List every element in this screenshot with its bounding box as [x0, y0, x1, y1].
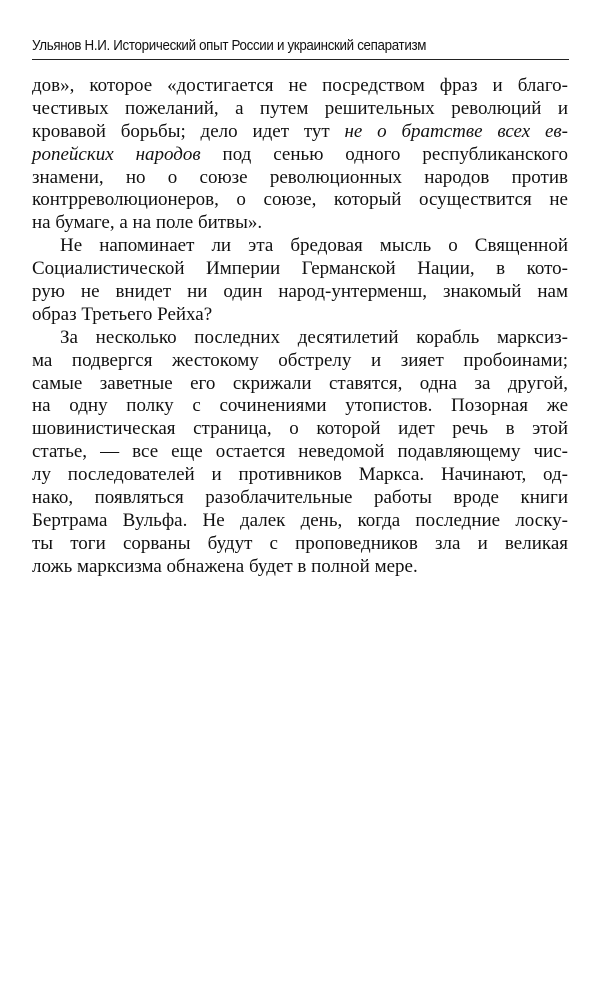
text-run: на одну полку с сочинениями утопистов. Позорная же — [32, 395, 568, 417]
text-run: Не напоминает ли эта бредовая мысль о Священной — [60, 235, 568, 257]
text-line — [32, 144, 568, 167]
italic-run: ропейских народов — [32, 143, 201, 165]
text-line — [32, 167, 568, 190]
text-line — [32, 281, 568, 304]
text-line — [32, 75, 568, 98]
italic-run: не о братстве всех ев- — [344, 120, 568, 142]
text-run: нако, появляться разоблачительные работы вроде книги — [32, 487, 568, 509]
header-rule — [32, 59, 569, 60]
text-line — [32, 510, 568, 533]
text-run: рую не внидет ни один народ-унтерменш, знакомый нам — [32, 281, 568, 303]
paragraph — [32, 327, 568, 579]
text-line — [32, 189, 568, 212]
text-run: образ Третьего Рейха? — [32, 303, 213, 325]
text-run: лу последователей и противников Маркса. Начинают, од- — [32, 464, 568, 486]
body-text — [32, 75, 568, 579]
paragraph — [32, 235, 568, 327]
text-line — [32, 556, 568, 579]
text-line — [32, 235, 568, 258]
text-run: ты тоги сорваны будут с проповедников зла и великая — [32, 532, 568, 554]
text-run: честивых пожеланий, а путем решительных революций и — [32, 97, 568, 119]
text-line — [32, 487, 568, 510]
text-line — [32, 258, 568, 281]
text-line — [32, 212, 568, 235]
text-run: на бумаге, а на поле битвы». — [32, 212, 263, 234]
text-run: Бертрама Вульфа. Не далек день, когда последние лоску- — [32, 509, 568, 531]
text-line — [32, 418, 568, 441]
text-line — [32, 441, 568, 464]
text-run: ложь марксизма обнажена будет в полной мере. — [32, 555, 418, 577]
text-line — [32, 98, 568, 121]
text-run: контрреволюционеров, о союзе, который осуществится не — [32, 189, 568, 211]
text-line — [32, 395, 568, 418]
text-run: За несколько последних десятилетий корабль марксиз- — [60, 326, 568, 348]
text-line — [32, 327, 568, 350]
running-header: Ульянов Н.И. Исторический опыт России и украинский сепаратизм — [32, 38, 427, 54]
text-run: шовинистическая страница, о которой идет речь в этой — [32, 418, 568, 440]
text-run: знамени, но о союзе революционных народов против — [32, 166, 568, 188]
text-run: кровавой борьбы; дело идет тут — [32, 120, 345, 142]
text-run: под сенью одного республиканского — [200, 143, 568, 165]
text-run: дов», которое «достигается не посредством фраз и благо- — [32, 75, 568, 96]
text-line — [32, 304, 568, 327]
text-line — [32, 350, 568, 373]
text-line — [32, 533, 568, 556]
text-line — [32, 121, 568, 144]
text-run: самые заветные его скрижали ставятся, одна за другой, — [32, 372, 568, 394]
text-run: Социалистической Империи Германской Нации, в кото- — [32, 258, 568, 280]
text-line — [32, 373, 568, 396]
text-line — [32, 464, 568, 487]
text-run: ма подвергся жестокому обстрелу и зияет пробоинами; — [32, 349, 568, 371]
paragraph — [32, 75, 568, 235]
text-run: статье, — все еще остается неведомой подавляющему чис- — [32, 441, 568, 463]
